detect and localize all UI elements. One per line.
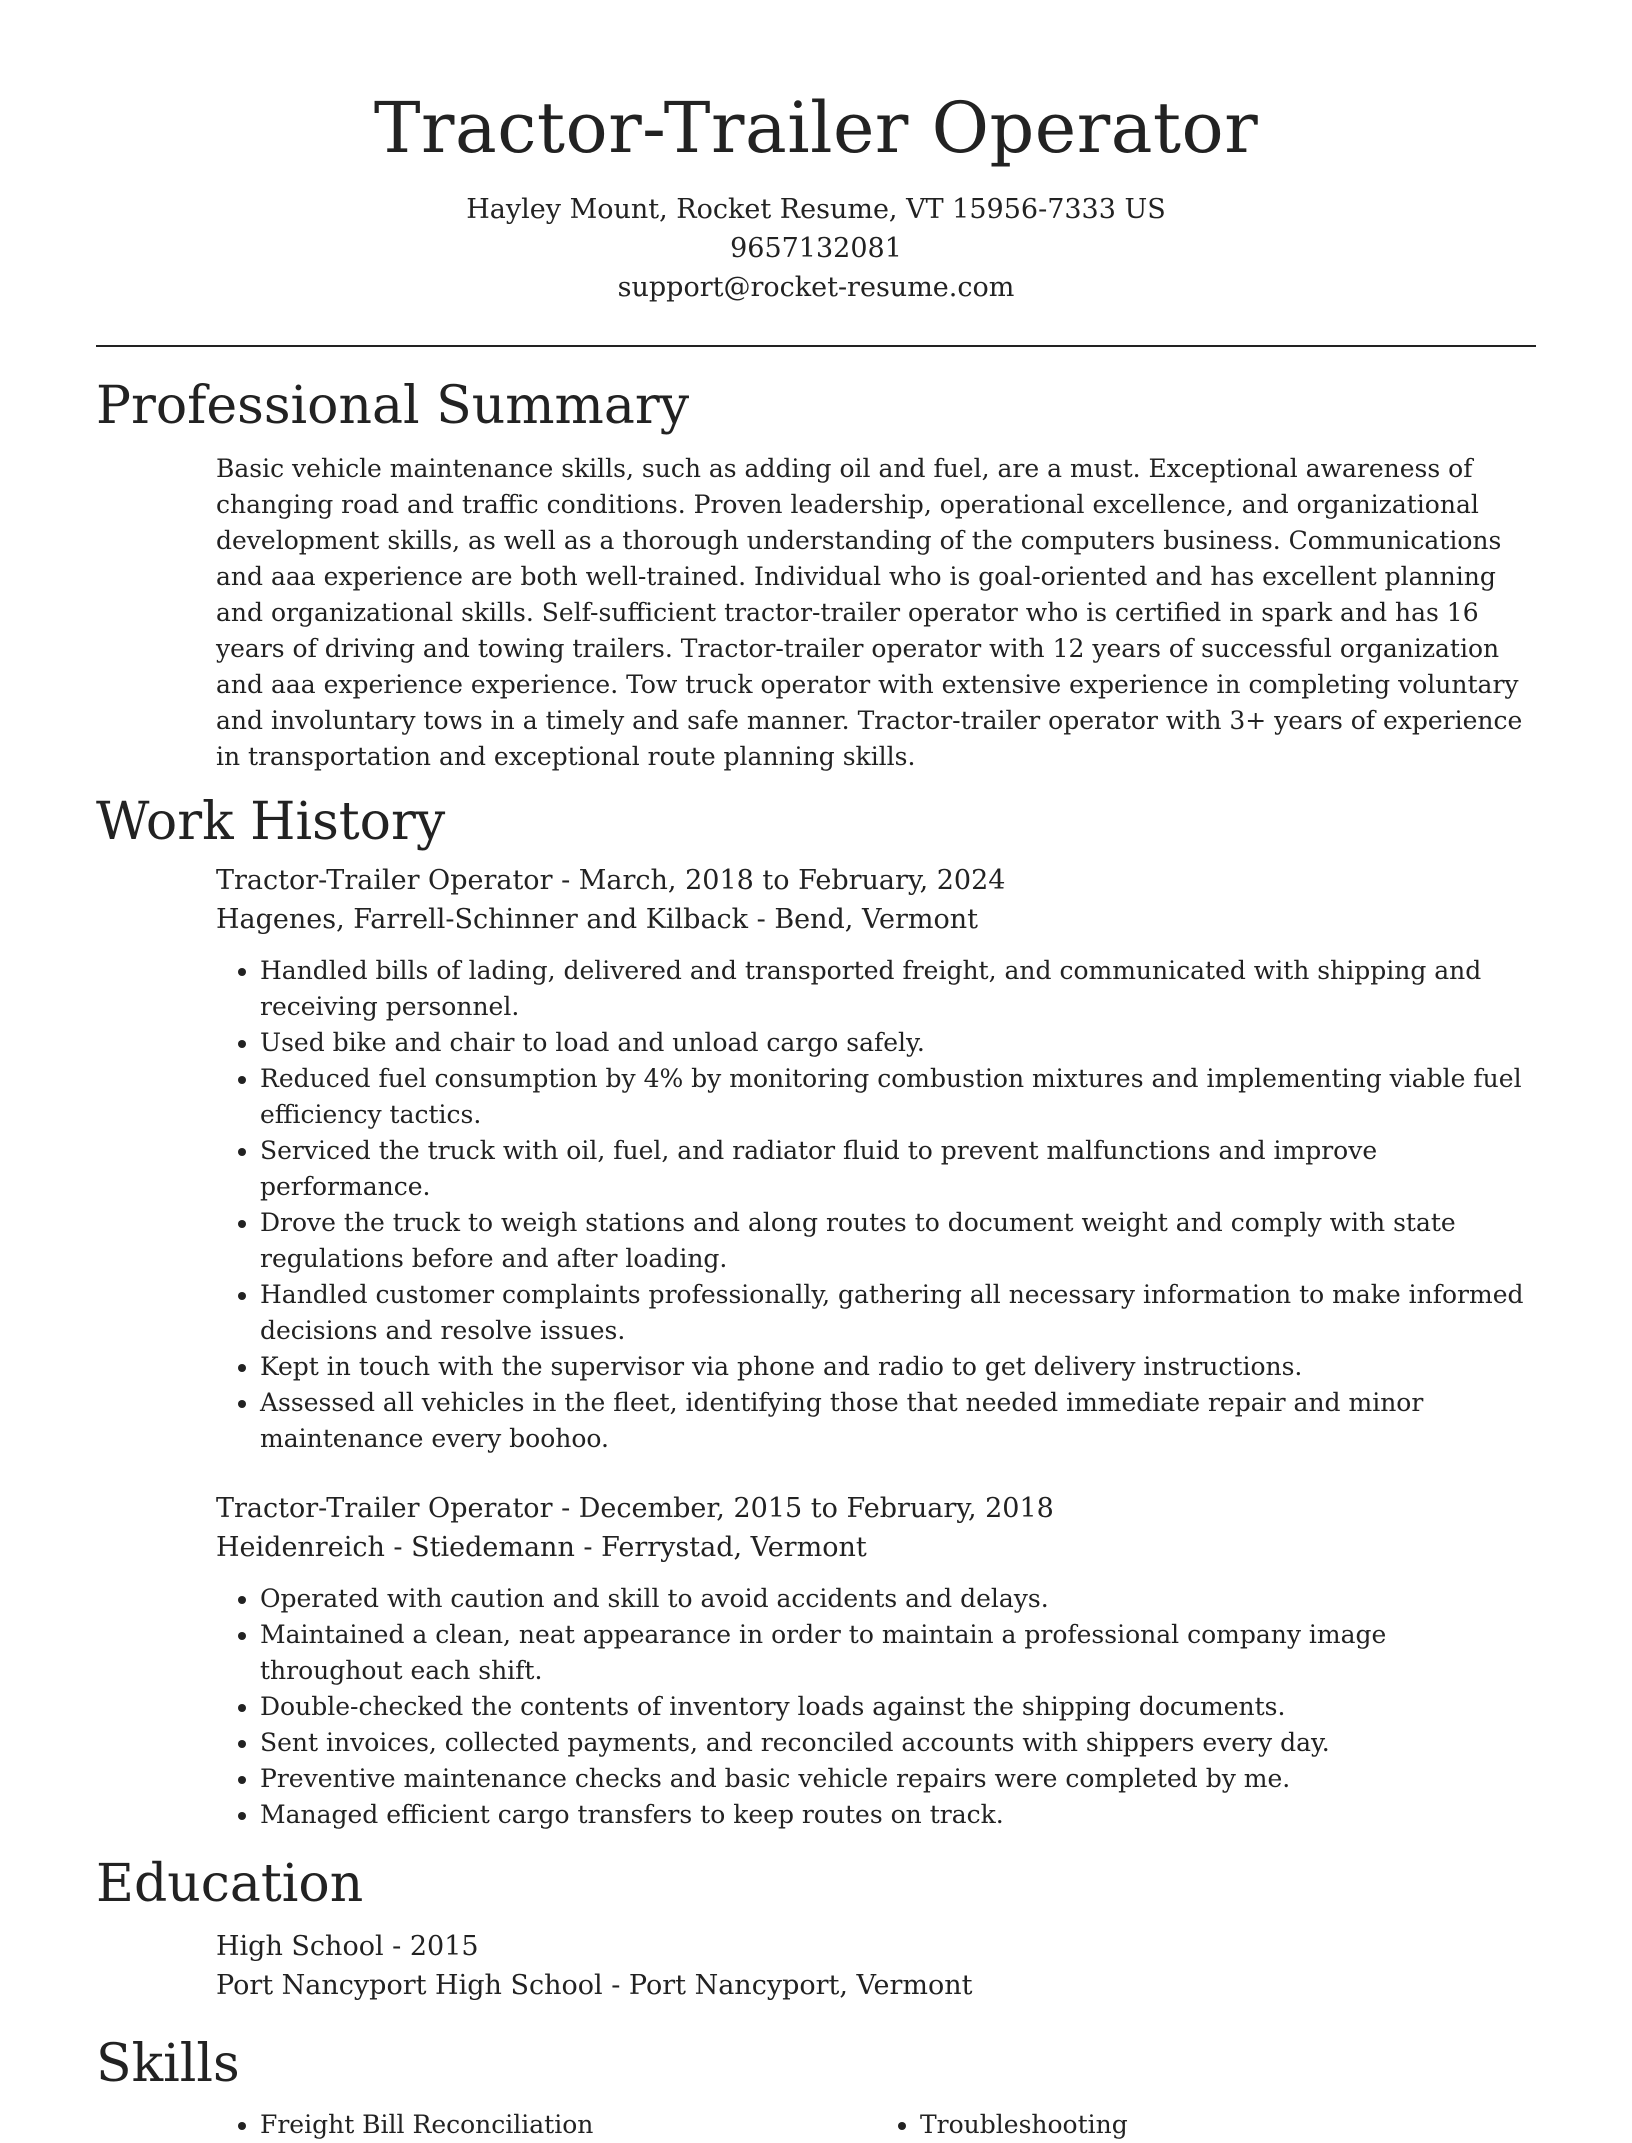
job-location: - Bend, Vermont: [748, 904, 978, 935]
skills-column-left: [216, 2107, 876, 2143]
skills-section: [216, 2107, 1536, 2143]
list-item: • Assessed all vehicles in the fleet, identifying those that needed immediate repair and minor maintenance every boohoo.: [260, 1385, 1536, 1457]
list-item: • Serviced the truck with oil, fuel, and radiator fluid to prevent malfunctions and improve performance.: [260, 1133, 1536, 1205]
contact-address: Hayley Mount, Rocket Resume, VT 15956-7333 US: [466, 194, 1166, 225]
list-item: • Managed efficient cargo transfers to keep routes on track.: [260, 1797, 1536, 1833]
job-company: Hagenes, Farrell-Schinner and Kilback: [216, 904, 749, 935]
education-location: - Port Nancyport, Vermont: [602, 1970, 973, 2001]
list-item: • Maintained a clean, neat appearance in order to maintain a professional company image throughout each shift.: [260, 1617, 1536, 1689]
skills-column-right: [876, 2107, 1536, 2143]
list-item: • Preventive maintenance checks and basic vehicle repairs were completed by me.: [260, 1761, 1536, 1797]
education-heading: Education: [96, 1854, 364, 1914]
education-school-line: [216, 1966, 1536, 2005]
education-degree-line: [216, 1927, 1536, 1966]
resume-page: [96, 0, 1536, 2143]
job-company-line: [216, 1528, 1536, 1567]
list-item: • Double-checked the contents of inventory loads against the shipping documents.: [260, 1689, 1536, 1725]
list-item: • Handled customer complaints professionally, gathering all necessary information to make informed decisions and resolve issues.: [260, 1277, 1536, 1349]
education-degree: High School: [216, 1931, 384, 1962]
education-section: [216, 1927, 1536, 2005]
list-item: • Sent invoices, collected payments, and reconciled accounts with shippers every day.: [260, 1725, 1536, 1761]
work-history-heading: Work History: [96, 792, 446, 852]
job-dates: - December, 2015 to February, 2018: [552, 1493, 1054, 1524]
job-company-line: [216, 900, 1536, 939]
list-item: • Handled bills of lading, delivered and transported freight, and communicated with shipping and receiving personnel.: [260, 953, 1536, 1025]
header-divider: [96, 345, 1536, 347]
list-item: • Used bike and chair to load and unload cargo safely.: [260, 1025, 1536, 1061]
contact-phone: 9657132081: [730, 233, 902, 264]
job-location: - Ferrystad, Vermont: [574, 1532, 867, 1563]
resume-title: Tractor-Trailer Operator: [373, 87, 1259, 169]
job-company: Heidenreich - Stiedemann: [216, 1532, 575, 1563]
skills-heading: Skills: [96, 2034, 240, 2094]
job-title-line: [216, 861, 1536, 900]
education-year: - 2015: [383, 1931, 479, 1962]
job-role: Tractor-Trailer Operator: [216, 1493, 553, 1524]
job-role: Tractor-Trailer Operator: [216, 865, 553, 896]
skills-grid: [216, 2107, 1536, 2143]
job-duties-list: [216, 1581, 1536, 1833]
list-item: • Kept in touch with the supervisor via phone and radio to get delivery instructions.: [260, 1349, 1536, 1385]
contact-block: [96, 190, 1536, 307]
list-item: • Drove the truck to weigh stations and along routes to document weight and comply with state regulations before and after loading.: [260, 1205, 1536, 1277]
skill-item: • Freight Bill Reconciliation: [260, 2107, 876, 2143]
job-dates: - March, 2018 to February, 2024: [552, 865, 1006, 896]
education-school: Port Nancyport High School: [216, 1970, 603, 2001]
job-entry: [216, 1489, 1536, 1833]
job-title-line: [216, 1489, 1536, 1528]
contact-email: support@rocket-resume.com: [617, 272, 1015, 303]
work-history-section: [216, 861, 1536, 1833]
job-entry: [216, 861, 1536, 1457]
summary-text: Basic vehicle maintenance skills, such as adding oil and fuel, are a must. Exceptional awareness of changing road and traffic conditions. Proven leadership, operational excellence, and organizational development skills, as well as a thorough understanding of the computers business. Communications and aaa experience are both well-trained. Individual who is goal-oriented and has excellent planning and organizational skills. Self-sufficient tractor-trailer operator who is certified in spark and has 16 years of driving and towing trailers. Tractor-trailer operator with 12 years of successful organization and aaa experience experience. Tow truck operator with extensive experience in completing voluntary and involuntary tows in a timely and safe manner. Tractor-trailer operator with 3+ years of experience in transportation and exceptional route planning skills.: [216, 454, 1523, 771]
summary-section: [216, 451, 1536, 775]
job-duties-list: [216, 953, 1536, 1457]
skill-item: • Troubleshooting: [920, 2107, 1536, 2143]
list-item: • Operated with caution and skill to avoid accidents and delays.: [260, 1581, 1536, 1617]
summary-heading: Professional Summary: [96, 376, 690, 436]
list-item: • Reduced fuel consumption by 4% by monitoring combustion mixtures and implementing viable fuel efficiency tactics.: [260, 1061, 1536, 1133]
